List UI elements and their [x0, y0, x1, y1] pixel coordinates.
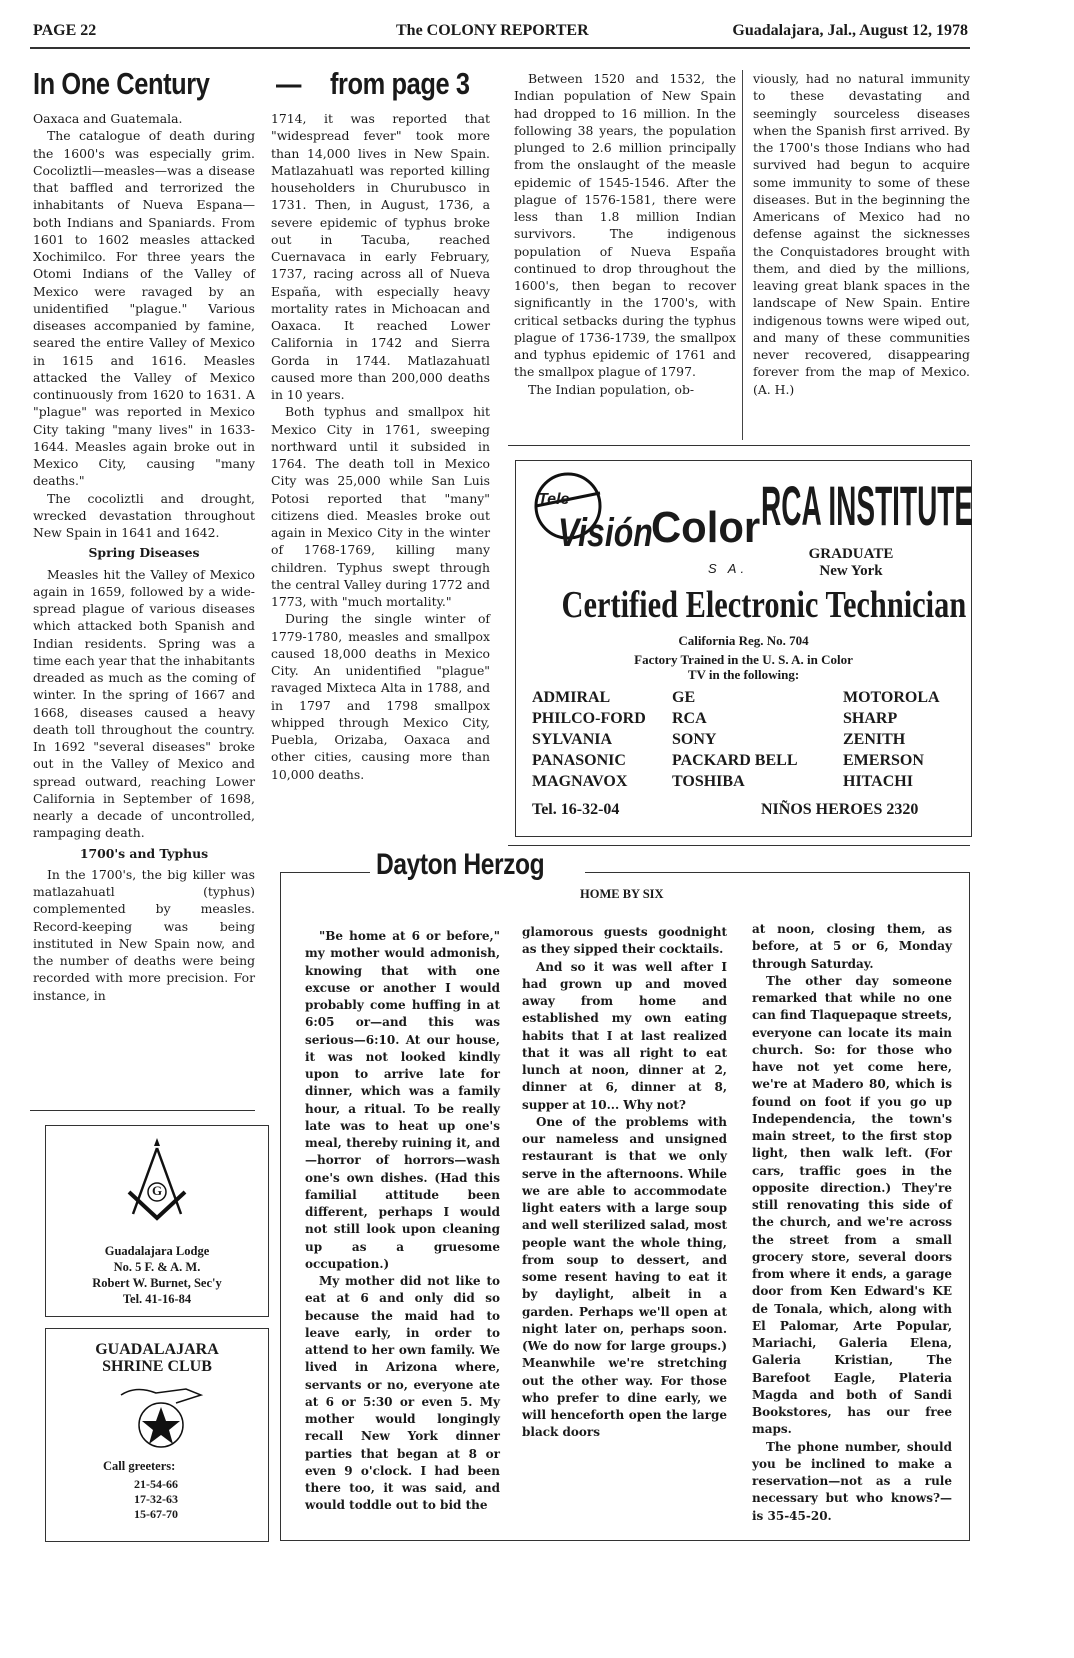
rca-institute-ad — [515, 460, 972, 837]
lodge-number: No. 5 F. & A. M. — [113, 1260, 201, 1274]
brand-name: GE — [672, 689, 696, 706]
masonic-lodge-ad — [45, 1125, 269, 1317]
paragraph: One of the problems with our nameless and unsigned restaurant is that we only serve in the afternoons. While we are able to accommodate light eaters with a large soup and well sterilized salad, most people want the whole thing, from soup to dessert, and some resent having to eat it by daylight, albeit in a garden. Perhaps we'll open at night later on, perhaps soon. (We do now for large groups.) Meanwhile we're stretching out the other way. For those who prefer to dine early, we will henceforth open the large black doors — [522, 1114, 727, 1440]
herzog-subtitle: HOME BY SIX — [580, 887, 664, 901]
dateline: Guadalajara, Jal., August 12, 1978 — [732, 22, 968, 39]
brand-name: ADMIRAL — [532, 689, 611, 706]
brand-name: ZENITH — [843, 731, 906, 748]
brand-name: SYLVANIA — [532, 731, 613, 748]
paragraph: Oaxaca and Guatemala. — [33, 111, 183, 126]
headline-left: In One Century — [33, 66, 210, 101]
logo-vision: Visión — [558, 511, 653, 555]
brand-name: TOSHIBA — [672, 773, 745, 790]
page-number: PAGE 22 — [33, 22, 97, 39]
certified-title: Certified Electronic Technician — [561, 584, 967, 626]
greeter-phone: 21-54-66 — [134, 1477, 178, 1491]
brand-name: SHARP — [843, 710, 898, 727]
paragraph: The Indian population, ob- — [528, 381, 695, 397]
brand-name: HITACHI — [843, 773, 913, 790]
paragraph: Measles hit the Valley of Mexico again in 1659, followed by a wide-spread plague of various diseases which attacked both Spanish and Indian residents. Spring was a time each year that the inhabitants dreaded as much as the coming of winter. In the spring of 1667 and 1668, diseases caused a heavy death toll throughout the country. In 1692 "several diseases" broke out in the Valley of Mexico and spread outward, reaching Lower California in September of 1698, nearly a decade of uncontrolled, rampaging death. — [33, 566, 255, 841]
logo-tele: Tele — [538, 491, 570, 508]
paragraph: viously, had no natural immunity to these devastating and seemingly sourceless diseases when the Spanish first arrived. By the 1700's those Indians who had survived had begun to acquire some immunity to some of these diseases. But in the beginning the Americans of Mexico had no defense against the sicknesses the Conquistadores brought with them, and died by the millions, leaving great blank spaces in the landscape of New Spain. Entire indigenous towns were wiped out, and many of these communities never recovered, disappearing forever from the map of Mexico. (A. H.) — [753, 71, 970, 397]
shrine-club-ad — [45, 1328, 269, 1542]
california-reg: California Reg. No. 704 — [678, 633, 809, 648]
brand-name: MOTOROLA — [843, 689, 940, 706]
article-column-2 — [271, 110, 490, 783]
article-end-rule — [508, 445, 970, 446]
ad-end-rule — [508, 845, 970, 846]
article-column-4 — [753, 70, 970, 398]
brand-column-2 — [672, 687, 798, 792]
column-divider — [742, 70, 743, 440]
article-column-1 — [33, 110, 255, 1004]
logo-color: Color — [651, 503, 761, 552]
article-column-3 — [514, 70, 736, 398]
ad-telephone: Tel. 16-32-04 — [532, 801, 620, 818]
factory-trained-2: TV in the following: — [687, 667, 800, 682]
brand-name: PACKARD BELL — [672, 752, 798, 769]
herzog-title: Dayton Herzog — [376, 848, 545, 881]
factory-trained-1: Factory Trained in the U. S. A. in Color — [634, 652, 853, 667]
headline-right: from page 3 — [330, 66, 470, 101]
rca-institute-title: RCA INSTITUTE — [761, 474, 974, 537]
lodge-secretary: Robert W. Burnet, Sec'y — [92, 1276, 222, 1290]
graduate-city: New York — [819, 563, 883, 579]
paragraph: My mother did not like to eat at 6 and only did so because the maid had to leave early, in order to attend to her own family. We lived in Arizona where, servants or no, everyone ate at 6 or 5:30 or even 5. My mother would longingly recall New York dinner parties that began at 8 or even 9 o'clock. I had been there too, it was said, and would toddle out to bid the — [305, 1274, 500, 1513]
herzog-column-3 — [752, 921, 952, 1525]
newspaper-name: The COLONY REPORTER — [396, 22, 589, 39]
square-and-compass-icon — [127, 1134, 187, 1224]
brand-name: PHILCO-FORD — [532, 710, 646, 727]
box-top-rule-right — [585, 872, 969, 873]
lodge-telephone: Tel. 41-16-84 — [122, 1292, 192, 1306]
column-end-rule — [30, 1110, 255, 1111]
shrine-scimitar-star-icon — [116, 1383, 206, 1453]
brand-column-1 — [532, 687, 646, 792]
paragraph: 1714, it was reported that "widespread fever" took more than 14,000 lives in New Spain. Matlazahuatl was reported killing householders in Churubusco in 1731. Then, in August, 1736, a severe epidemic of typhus broke out in Tacuba, reached Cuernavaca in early February, 1737, racing across all of Nueva España, with especially heavy mortality rates in Michoacan and Oaxaca. It reached Lower California in 1742 and Sierra Gorda in 1744. Matlazahuatl caused more than 200,000 deaths in 10 years. — [271, 111, 490, 402]
paragraph: at noon, closing them, as before, at 5 or 6, Monday through Saturday. — [752, 922, 952, 971]
paragraph: "Be home at 6 or before," my mother would admonish, knowing that with one excuse or another I would probably come huffing in at 6:05 or—and this was serious—6:10. At our house, it was not looked kindly upon to arrive late for dinner, which was a family hour, a ritual. To be really late was to heat up one's meal, thereby ruining it, and—horror of horrors—wash one's own dishes. (Had this familial attitude been different, perhaps I would not still look upon cleaning up as a gruesome occupation.) — [305, 929, 500, 1271]
greeter-phone: 15-67-70 — [134, 1507, 178, 1521]
headline-dash: — — [276, 66, 302, 101]
paragraph: Between 1520 and 1532, the Indian population of New Spain had dropped to 16 million. In the following 38 years, the population plunged to 2.6 million principally from the onslaught of the measle epidemic of 1545-1546. After the plague of 1576-1581, there were less than 1.8 million Indian survivors. The indigenous population of Nueva España continued to drop throughout the 1600's, then began to recover significantly in the 1700's, with critical setbacks during the typhus plague of 1736-1739, the smallpox and typhus epidemic of 1761 and the smallpox plague of 1797. — [514, 71, 736, 380]
brand-name: MAGNAVOX — [532, 773, 628, 790]
ad-address: NIÑOS HEROES 2320 — [761, 801, 919, 818]
lodge-name: Guadalajara Lodge — [104, 1244, 210, 1258]
paragraph: glamorous guests goodnight as they sipped their cocktails. — [522, 925, 727, 957]
paragraph: During the single winter of 1779-1780, measles and smallpox caused 18,000 deaths in Mexico City. An unidentified "plague" ravaged Mixteca Alta in 1788, and in 1797 and 1798 smallpox whipped through Mexico City, Puebla, Orizaba, Oaxaca and other cities, causing more than 10,000 deaths. — [271, 611, 490, 782]
box-top-rule-left — [280, 872, 370, 873]
brand-column-3 — [843, 687, 940, 792]
graduate-label: GRADUATE — [808, 546, 894, 562]
herzog-column-2 — [522, 924, 727, 1442]
logo-sa: S A. — [708, 561, 749, 576]
brand-name: EMERSON — [843, 752, 924, 769]
paragraph: And so it was well after I had grown up and moved away from home and established my own eating habits that I at last realized that it was all right to eat lunch at noon, dinner at 2, dinner at 6, dinner at 8, supper at 10... Why not? — [522, 959, 727, 1112]
brand-name: RCA — [672, 710, 707, 727]
header-rule — [30, 47, 970, 49]
shrine-title-1: GUADALAJARA — [95, 1341, 219, 1358]
paragraph: In the 1700's, the big killer was matlazahuatl (typhus) complemented by measles. Record-keeping was being instituted in New Spain now, and the number of deaths were being recorded with more precision. For instance, in — [33, 866, 255, 1003]
paragraph: The other day someone remarked that while no one can find Tlaquepaque streets, everyone can locate its main church. So: for those who have not yet come here, we're at Madero 80, which is found on foot if you go up Independencia, the town's main street, to the first stop light, then walk left. (For cars, traffic goes in the opposite direction.) They're still renovating this side of the church, and we're across the street from a small grocery store, several doors from where it ends, a garage door from Ken Edward's KE de Tonala, which, along with El Palomar, Arte Popular, Mariachi, Galeria Elena, Galeria Kristian, The Barefoot Eagle, Plateria Magda and both of Sandi Bookstores, has our free maps. — [752, 973, 952, 1437]
paragraph: The catalogue of death during the 1600's was especially grim. Cocoliztli—measles—was a disease that baffled and terrorized the inhabitants of Nueva Espana—both Indians and Spaniards. From 1601 to 1602 measles attacked Xochimilco. For three years the Otomi Indians of the Valley of Mexico were ravaged by an unidentified "plague." Various diseases accompanied by famine, seared the entire Valley of Mexico in 1615 and 1616. Measles attacked the Valley of Mexico continuously from 1620 to 1631. A "plague" was reported in Mexico City taking "many lives" in 1633-1644. Measles again broke out in Mexico City, causing "many deaths." — [33, 128, 255, 489]
herzog-column-1 — [305, 928, 500, 1515]
subheading: Spring Diseases — [88, 545, 200, 561]
paragraph: Both typhus and smallpox hit Mexico City in 1761, sweeping northward until it subsided in 1764. The death toll in Mexico City was 25,000 while San Luis Potosi reported that "many" citizens died. Measles broke out again in Mexico City in the winter of 1768-1769, killing many children. Typhus swept through the central Valley during 1772 and 1773, with "much mortality." — [271, 404, 490, 609]
brand-name: SONY — [672, 731, 717, 748]
brand-name: PANASONIC — [532, 752, 626, 769]
paragraph: The cocoliztli and drought, wrecked devastation throughout New Spain in 1641 and 1642. — [33, 490, 255, 540]
subheading: 1700's and Typhus — [79, 845, 209, 861]
paragraph: The phone number, should you be inclined to make a reservation—not as a rule necessary but who knows?—is 35-45-20. — [752, 1439, 952, 1523]
greeters-label: Call greeters: — [103, 1459, 176, 1473]
emblem-letter: G — [151, 1183, 163, 1198]
shrine-title-2: SHRINE CLUB — [102, 1358, 212, 1375]
greeter-phone: 17-32-63 — [134, 1492, 178, 1506]
